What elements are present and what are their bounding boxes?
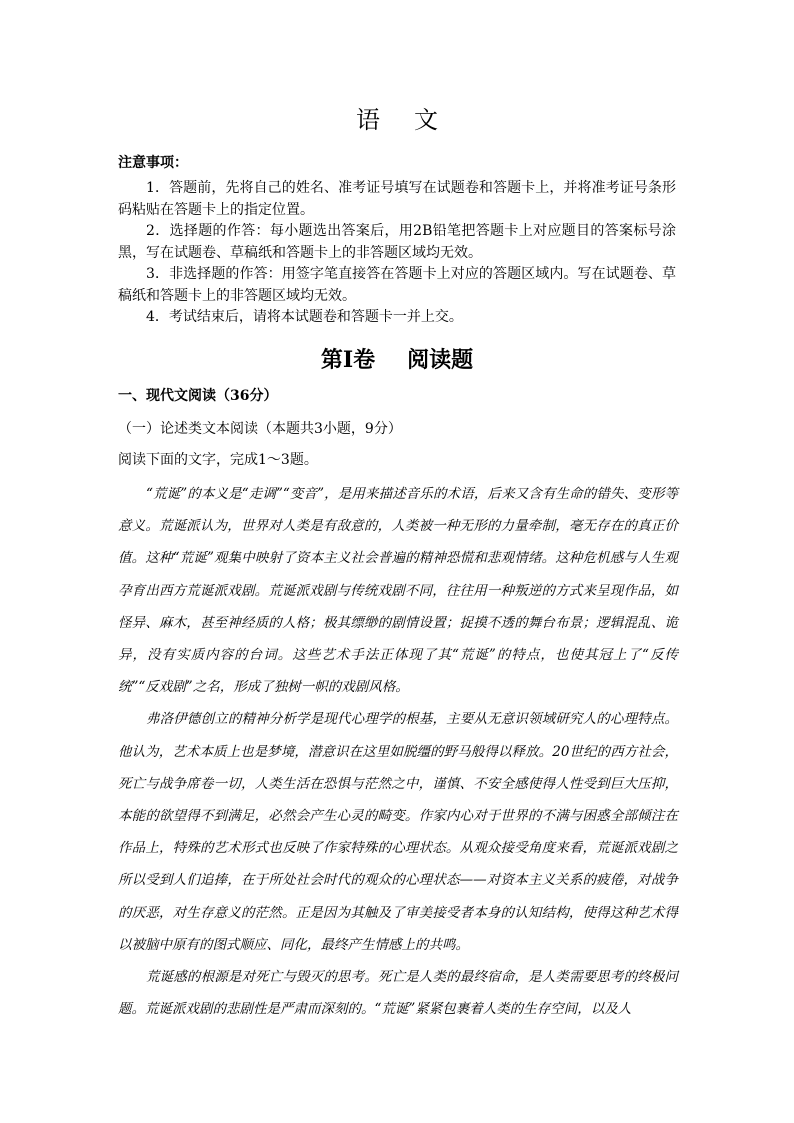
notice-item: 3．非选择题的作答：用签字笔直接答在答题卡上对应的答题区域内。写在试题卷、草稿纸和答题卡上的非答题区域均无效。: [118, 266, 676, 304]
passage-paragraph: 荒诞感的根源是对死亡与毁灭的思考。死亡是人类的最终宿命，是人类需要思考的终极问题。荒诞派戏剧的悲剧性是严肃而深刻的。“荒诞”紧紧包裹着人类的生存空间，以及人: [118, 969, 678, 1018]
reading-passage: [118, 478, 678, 1025]
section-title: 一、现代文阅读（36分）: [118, 388, 278, 404]
notice-item: 4．考试结束后，请将本试题卷和答题卡一并上交。: [146, 309, 463, 325]
part-number: 第Ⅰ卷: [320, 347, 376, 373]
passage-paragraph: 弗洛伊德创立的精神分析学是现代心理学的根基，主要从无意识领域研究人的心理特点。他认为，艺术本质上也是梦境，潜意识在这里如脱缰的野马般得以释放。20世纪的西方社会，死亡与战争席卷一切，人类生活在恐惧与茫然之中，谨慎、不安全感使得人性受到巨大压抑，本能的欲望得不到满足，必然会产生心灵的畸变。作家内心对于世界的不满与困惑全部倾注在作品上，特殊的艺术形式也反映了作家特殊的心理状态。从观众接受角度来看，荒诞派戏剧之所以受到人们追捧，在于所处社会时代的观众的心理状态——对资本主义关系的疲倦，对战争的厌恶，对生存意义的茫然。正是因为其触及了审美接受者本身的认知结构，使得这种艺术得以被脑中原有的图式顺应、同化，最终产生情感上的共鸣。: [118, 711, 678, 953]
part-title: [0, 343, 794, 374]
notice-heading: 注意事项：: [118, 155, 188, 171]
passage-paragraph: “荒诞”的本义是“走调”“变音”，是用来描述音乐的术语，后来又含有生命的错失、变形等意义。荒诞派认为，世界对人类是有敌意的，人类被一种无形的力量牵制，毫无存在的真正价值。这种“荒诞”观集中映射了资本主义社会普遍的精神恐慌和悲观情绪。这种危机感与人生观孕育出西方荒诞派戏剧。荒诞派戏剧与传统戏剧不同，往往用一种叛逆的方式来呈现作品，如怪异、麻木，甚至神经质的人格；极其缥缈的剧情设置；捉摸不透的舞台布景；逻辑混乱、诡异，没有实质内容的台词。这些艺术手法正体现了其“荒诞”的特点，也使其冠上了“反传统”“反戏剧”之名，形成了独树一帜的戏剧风格。: [118, 486, 678, 696]
part-name: 阅读题: [407, 347, 474, 373]
notice-list: [118, 178, 676, 329]
section-subtitle: （一）论述类文本阅读（本题共3小题，9分）: [118, 421, 402, 437]
section-instruction: 阅读下面的文字，完成1～3题。: [118, 452, 318, 468]
subject-title: 语文: [356, 106, 472, 134]
notice-item: 1．答题前，先将自己的姓名、准考证号填写在试题卷和答题卡上，并将准考证号条形码粘贴在答题卡上的指定位置。: [118, 180, 676, 218]
notice-item: 2．选择题的作答：每小题选出答案后，用2B铅笔把答题卡上对应题目的答案标号涂黑，写在试题卷、草稿纸和答题卡上的非答题区域均无效。: [118, 223, 676, 261]
